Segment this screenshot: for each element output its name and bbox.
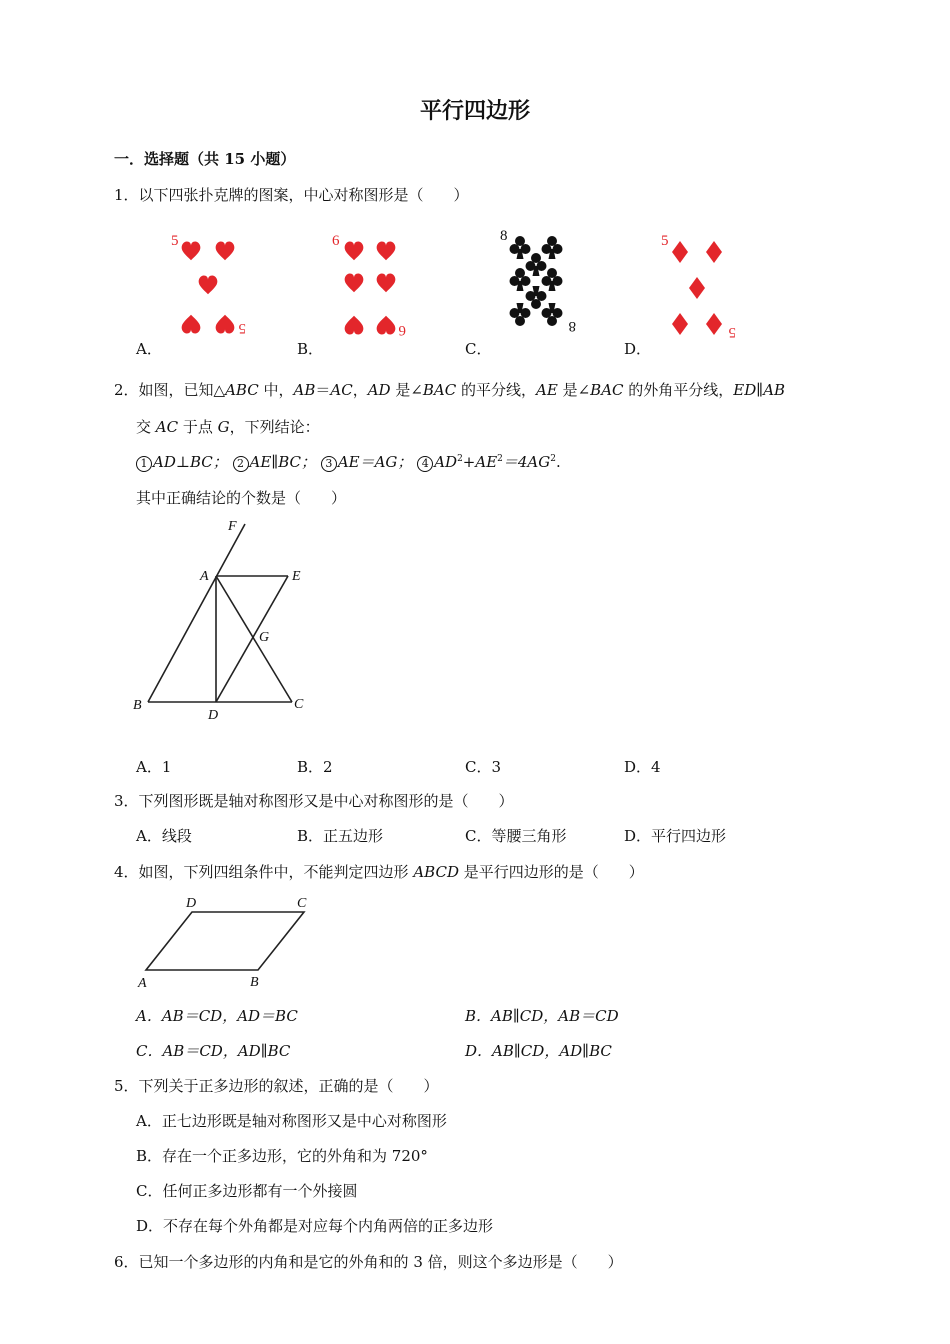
heart-icon (345, 274, 364, 293)
heart-icon (216, 242, 235, 261)
q1-option-b[interactable]: B． (297, 340, 324, 358)
q1-option-a[interactable]: A． (136, 340, 162, 358)
q2-option-d[interactable]: D．4 (624, 758, 661, 776)
diamond-icon (706, 241, 722, 263)
q3-option-a[interactable]: A．线段 (136, 827, 192, 845)
q3-option-b[interactable]: B．正五边形 (297, 827, 384, 845)
label-f: F (228, 519, 237, 534)
club-icon (510, 236, 531, 259)
q5-stem: 5．下列关于正多边形的叙述，正确的是（ ） (114, 1077, 439, 1095)
diamond-icon (672, 241, 688, 263)
diamond-icon (706, 313, 722, 335)
q3-stem: 3．下列图形既是轴对称图形又是中心对称图形的是（ ） (114, 792, 514, 810)
card-rank-inverted: 5 (728, 324, 736, 340)
club-icon (510, 303, 531, 326)
q2-stem-line1: 2．如图，已知△ABC 中，AB＝AC，AD 是∠BAC 的平分线，AE 是∠BAC 的外角平分线，ED∥AB (114, 381, 786, 399)
heart-icon (199, 276, 218, 295)
circled-number: 3 (321, 456, 337, 472)
q2-stem-line4: 其中正确结论的个数是（ ） (136, 489, 347, 507)
q6-stem: 6．已知一个多边形的内角和是它的外角和的 3 倍，则这个多边形是（ ） (114, 1253, 623, 1271)
label-b: B (133, 698, 142, 713)
heart-icon (182, 315, 201, 334)
label-a: A (138, 976, 147, 991)
card-5-hearts (166, 228, 256, 340)
card-rank-inverted: 5 (238, 320, 246, 336)
page-title: 平行四边形 (419, 98, 530, 124)
card-a (166, 228, 256, 340)
q1-stem: 1．以下四张扑克牌的图案，中心对称图形是（ ） (114, 186, 469, 204)
label-c: C (297, 896, 307, 911)
q2-conclusions: 1 AD⊥BC； 2 AE∥BC； 3 AE＝AG； 4 $AD^2+AE^2=4AG^2$. (136, 451, 561, 472)
circled-number: 1 (136, 456, 152, 472)
card-d (656, 228, 746, 346)
heart-icon (182, 242, 201, 261)
card-b (326, 228, 416, 340)
card-rank-inverted: 6 (398, 322, 406, 338)
club-icon (542, 268, 563, 291)
card-c (496, 222, 586, 340)
heart-icon (216, 315, 235, 334)
club-icon (526, 253, 547, 276)
diamond-icon (689, 277, 705, 299)
card-rank: 5 (661, 233, 669, 249)
parallelogram-abcd (146, 912, 304, 970)
label-a: A (200, 569, 209, 584)
label-c: C (294, 697, 304, 712)
label-b: B (250, 975, 259, 990)
heart-icon (345, 242, 364, 261)
q5-option-b[interactable]: B．存在一个正多边形，它的外角和为 720° (136, 1147, 428, 1165)
club-icon (526, 286, 547, 309)
q1-option-c[interactable]: C． (465, 340, 492, 358)
circled-number: 2 (233, 456, 249, 472)
q2-option-c[interactable]: C．3 (465, 758, 502, 776)
card-8-clubs (496, 222, 586, 340)
q4-option-a[interactable]: A．AB＝CD，AD＝BC (136, 1007, 298, 1025)
section-heading: 一．选择题（共 15 小题） (114, 150, 296, 168)
label-g: G (259, 630, 270, 645)
q3-option-d[interactable]: D．平行四边形 (624, 827, 727, 845)
club-icon (510, 268, 531, 291)
card-6-hearts (326, 228, 416, 340)
q5-option-d[interactable]: D．不存在每个外角都是对应每个内角两倍的正多边形 (136, 1217, 494, 1235)
card-rank: 8 (500, 228, 508, 244)
club-icon (542, 236, 563, 259)
q5-option-a[interactable]: A．正七边形既是轴对称图形又是中心对称图形 (136, 1112, 447, 1130)
label-e: E (292, 569, 301, 584)
q4-option-d[interactable]: D．AB∥CD，AD∥BC (465, 1042, 612, 1060)
card-rank-inverted: 8 (568, 318, 576, 334)
q4-option-b[interactable]: B．AB∥CD，AB＝CD (465, 1007, 619, 1025)
club-icon (542, 303, 563, 326)
card-rank: 5 (171, 233, 179, 249)
label-d: D (208, 708, 219, 723)
card-rank: 6 (332, 233, 340, 249)
q2-figure (128, 512, 328, 727)
q4-stem: 4．如图，下列四组条件中，不能判定四边形 ABCD 是平行四边形的是（ ） (114, 863, 644, 881)
q4-option-c[interactable]: C．AB＝CD，AD∥BC (136, 1042, 291, 1060)
q4-figure (130, 890, 320, 994)
q5-option-c[interactable]: C．任何正多边形都有一个外接圆 (136, 1182, 358, 1200)
heart-icon (377, 316, 396, 335)
heart-icon (377, 242, 396, 261)
label-d: D (186, 896, 197, 911)
q2-stem-line2: 交 AC 于点 G，下列结论： (136, 418, 320, 436)
q3-option-c[interactable]: C．等腰三角形 (465, 827, 567, 845)
circled-number: 4 (417, 456, 433, 472)
card-5-diamonds (656, 228, 746, 346)
q2-option-b[interactable]: B．2 (297, 758, 333, 776)
diamond-icon (672, 313, 688, 335)
heart-icon (377, 274, 396, 293)
q1-option-d[interactable]: D． (624, 340, 652, 358)
heart-icon (345, 316, 364, 335)
q2-option-a[interactable]: A．1 (136, 758, 172, 776)
